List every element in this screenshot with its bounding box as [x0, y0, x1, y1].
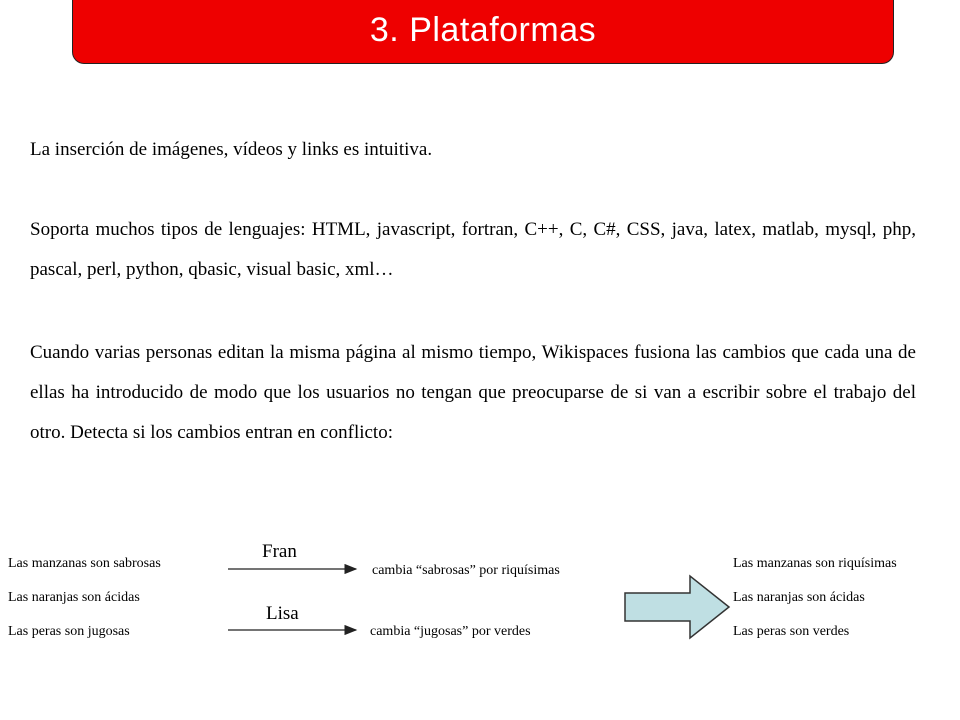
original-line-3: Las peras son jugosas	[8, 624, 130, 639]
editor-lisa: Lisa	[266, 603, 299, 624]
paragraph-insertion: La inserción de imágenes, vídeos y links es intuitiva.	[30, 139, 433, 160]
result-line-1: Las manzanas son riquísimas	[733, 556, 897, 571]
change-lisa: cambia “jugosas” por verdes	[370, 624, 531, 639]
paragraph-languages: Soporta muchos tipos de lenguajes: HTML, javascript, fortran, C++, C, C#, CSS, java, latex, matlab, mysql, php, pascal, perl, python, qbasic, visual basic, xml…	[30, 219, 916, 280]
paragraph-conflicts: Cuando varias personas editan la misma página al mismo tiempo, Wikispaces fusiona las cambios que cada una de ellas ha introducido de modo que los usuarios no tengan que preocuparse de si van a escribir sobre el trabajo del otro. Detecta si los cambios entran en conflicto:	[30, 342, 916, 443]
original-line-1: Las manzanas son sabrosas	[8, 556, 161, 571]
slide-title: 3. Plataformas	[369, 11, 597, 49]
original-line-2: Las naranjas son ácidas	[8, 590, 140, 605]
result-line-2: Las naranjas son ácidas	[733, 590, 865, 605]
change-fran: cambia “sabrosas” por riquísimas	[372, 563, 560, 578]
result-line-3: Las peras son verdes	[733, 624, 850, 639]
result-arrow-icon	[625, 576, 729, 638]
editor-fran: Fran	[262, 541, 297, 562]
